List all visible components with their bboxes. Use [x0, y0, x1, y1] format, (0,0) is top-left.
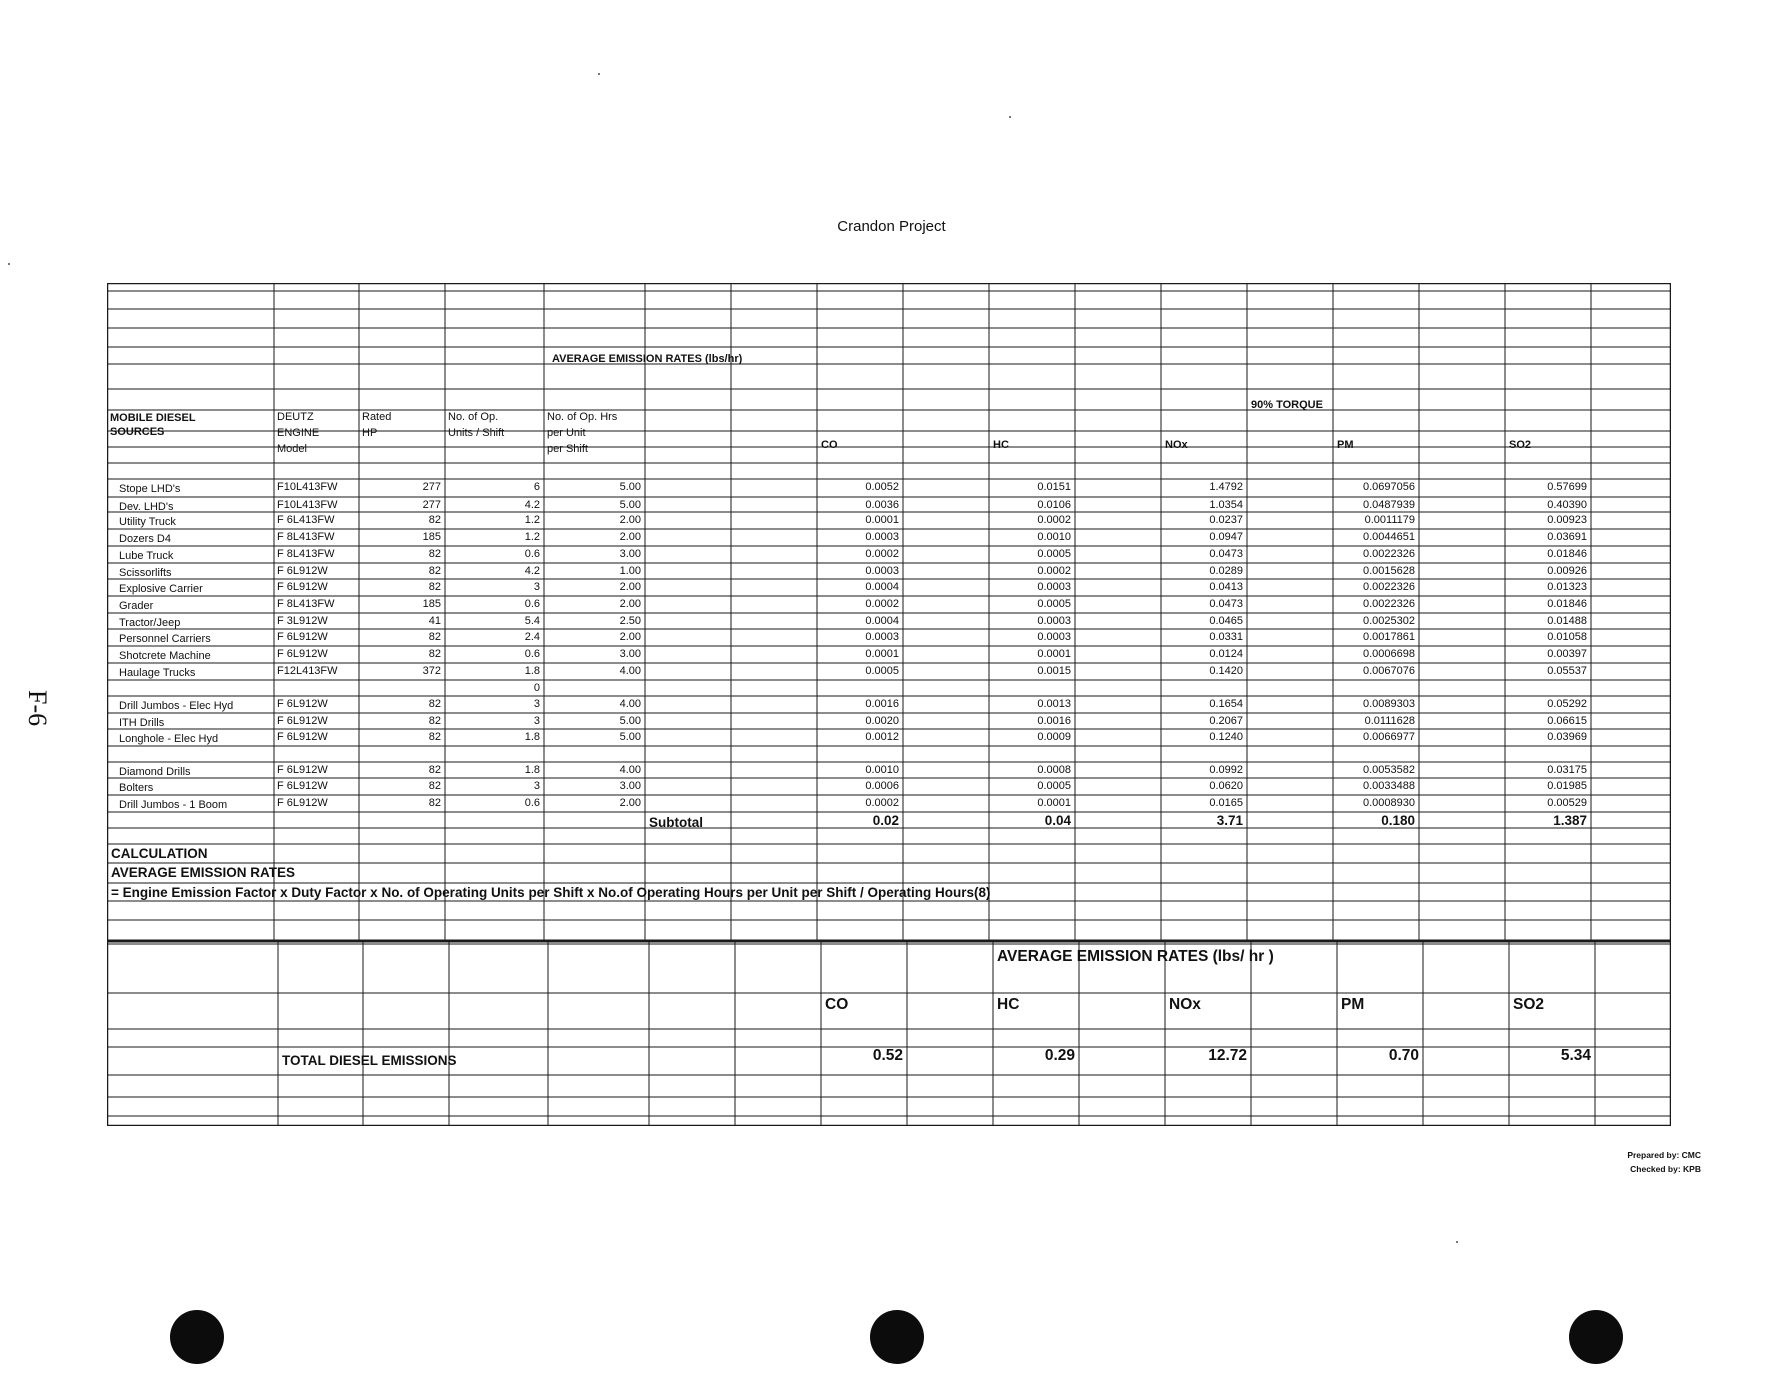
scan-speck [1456, 1241, 1458, 1243]
row-source: Lube Truck [119, 550, 174, 562]
row-so2: 0.01488 [1547, 615, 1587, 627]
row-source: Haulage Trucks [119, 667, 196, 679]
calculation-formula: = Engine Emission Factor x Duty Factor x No. of Operating Units per Shift x No.of Operating Hours per Unit per Shift / Operating Hours(8) [111, 885, 991, 900]
row-source: ITH Drills [119, 717, 165, 729]
row-nox: 0.1420 [1209, 665, 1243, 677]
row-source: Utility Truck [119, 516, 176, 528]
row-units: 4.2 [524, 499, 540, 511]
row-engine-model: F 8L413FW [277, 531, 335, 543]
subtotal-hc: 0.04 [1044, 813, 1071, 828]
row-units: 2.4 [524, 631, 540, 643]
row-engine-model: F 6L912W [277, 565, 328, 577]
header-hp: HP [362, 427, 378, 439]
row-units: 0.6 [524, 797, 540, 809]
row-pm: 0.0015628 [1363, 565, 1415, 577]
scan-speck [8, 263, 10, 265]
row-engine-model: F 8L413FW [277, 548, 335, 560]
row-so2: 0.01058 [1547, 631, 1587, 643]
row-hc: 0.0016 [1037, 715, 1071, 727]
totals-label: HC [997, 996, 1020, 1013]
row-co: 0.0020 [865, 715, 899, 727]
row-so2: 0.01985 [1547, 780, 1587, 792]
row-pm: 0.0022326 [1363, 548, 1415, 560]
row-rated-hp: 82 [428, 715, 441, 727]
row-engine-model: F 6L912W [277, 764, 328, 776]
header-pollutant: SO2 [1509, 439, 1532, 451]
row-rated-hp: 82 [428, 581, 441, 593]
row-pm: 0.0697056 [1363, 481, 1415, 493]
row-so2: 0.00397 [1547, 648, 1587, 660]
row-nox: 0.0620 [1209, 780, 1243, 792]
row-hours: 4.00 [619, 698, 641, 710]
row-co: 0.0003 [865, 631, 899, 643]
row-hours: 1.00 [619, 565, 641, 577]
row-hours: 2.00 [619, 631, 641, 643]
punch-hole-left [170, 1310, 224, 1364]
row-co: 0.0036 [865, 499, 899, 511]
row-units: 1.8 [524, 665, 540, 677]
row-nox: 0.2067 [1209, 715, 1243, 727]
row-so2: 0.01323 [1547, 581, 1587, 593]
row-hours: 2.00 [619, 598, 641, 610]
row-co: 0.0005 [865, 665, 899, 677]
row-pm: 0.0033488 [1363, 780, 1415, 792]
row-source: Bolters [119, 782, 154, 794]
totals-label: PM [1341, 996, 1365, 1013]
row-hours: 3.00 [619, 780, 641, 792]
row-so2: 0.01846 [1547, 598, 1587, 610]
row-hc: 0.0013 [1037, 698, 1071, 710]
row-pm: 0.0022326 [1363, 598, 1415, 610]
row-so2: 0.40390 [1547, 499, 1587, 511]
row-pm: 0.0487939 [1363, 499, 1415, 511]
total-nox: 12.72 [1208, 1047, 1247, 1064]
row-so2: 0.00923 [1547, 514, 1587, 526]
totals-label: SO2 [1513, 996, 1545, 1013]
row-co: 0.0001 [865, 648, 899, 660]
row-co: 0.0052 [865, 481, 899, 493]
row-so2: 0.01846 [1547, 548, 1587, 560]
row-hc: 0.0009 [1037, 731, 1071, 743]
row-units: 0.6 [524, 548, 540, 560]
row-hours: 5.00 [619, 731, 641, 743]
row-pm: 0.0089303 [1363, 698, 1415, 710]
row-rated-hp: 185 [422, 598, 441, 610]
row-pm: 0.0066977 [1363, 731, 1415, 743]
row-source: Dozers D4 [119, 533, 171, 545]
row-engine-model: F 6L912W [277, 631, 328, 643]
subtotal-label: Subtotal [649, 815, 703, 830]
row-rated-hp: 82 [428, 698, 441, 710]
row-nox: 0.0289 [1209, 565, 1243, 577]
calculation-title: CALCULATION [111, 846, 208, 861]
row-nox: 0.0331 [1209, 631, 1243, 643]
row-engine-model: F 6L912W [277, 715, 328, 727]
row-source: Dev. LHD's [119, 501, 174, 513]
page-number: F-6 [23, 690, 52, 727]
row-so2: 0.00529 [1547, 797, 1587, 809]
row-pm: 0.0017861 [1363, 631, 1415, 643]
row-co: 0.0002 [865, 548, 899, 560]
row-units: 1.2 [524, 531, 540, 543]
row-rated-hp: 372 [422, 665, 441, 677]
row-nox: 0.1240 [1209, 731, 1243, 743]
row-hours: 4.00 [619, 665, 641, 677]
row-hc: 0.0008 [1037, 764, 1071, 776]
row-units: 4.2 [524, 565, 540, 577]
totals-title: AVERAGE EMISSION RATES (lbs/ hr ) [997, 948, 1274, 965]
total-hc: 0.29 [1044, 1047, 1075, 1064]
row-units: 0 [533, 682, 540, 694]
row-nox: 0.0124 [1209, 648, 1243, 660]
row-source: Drill Jumbos - Elec Hyd [119, 700, 234, 712]
row-nox: 0.0165 [1209, 797, 1243, 809]
header-hours: No. of Op. Hrs [547, 411, 618, 423]
emissions-table [107, 283, 1671, 1126]
row-hours: 2.00 [619, 797, 641, 809]
header-units: Units / Shift [448, 427, 505, 439]
section-title: AVERAGE EMISSION RATES (lbs/hr) [552, 353, 743, 365]
row-so2: 0.05292 [1547, 698, 1587, 710]
row-hours: 5.00 [619, 715, 641, 727]
row-pm: 0.0053582 [1363, 764, 1415, 776]
row-source: Explosive Carrier [119, 583, 203, 595]
row-source: Grader [119, 600, 154, 612]
row-co: 0.0002 [865, 598, 899, 610]
row-co: 0.0016 [865, 698, 899, 710]
row-units: 3 [533, 780, 540, 792]
row-co: 0.0003 [865, 531, 899, 543]
row-hours: 5.00 [619, 499, 641, 511]
row-engine-model: F10L413FW [277, 499, 338, 511]
row-co: 0.0002 [865, 797, 899, 809]
row-rated-hp: 82 [428, 731, 441, 743]
row-rated-hp: 82 [428, 631, 441, 643]
row-so2: 0.57699 [1547, 481, 1587, 493]
row-pm: 0.0006698 [1363, 648, 1415, 660]
row-rated-hp: 82 [428, 797, 441, 809]
subtotal-so2: 1.387 [1553, 813, 1587, 828]
row-hc: 0.0002 [1037, 514, 1071, 526]
scan-speck [598, 73, 600, 75]
row-nox: 0.0237 [1209, 514, 1243, 526]
row-hours: 3.00 [619, 648, 641, 660]
header-hours: per Unit [547, 427, 586, 439]
header-hours: per Shift [547, 443, 588, 455]
row-co: 0.0004 [865, 581, 899, 593]
row-hours: 4.00 [619, 764, 641, 776]
row-source: Stope LHD's [119, 483, 181, 495]
row-engine-model: F 3L912W [277, 615, 328, 627]
row-engine-model: F 6L912W [277, 581, 328, 593]
row-so2: 0.05537 [1547, 665, 1587, 677]
row-nox: 0.0992 [1209, 764, 1243, 776]
row-hc: 0.0001 [1037, 648, 1071, 660]
row-nox: 0.0947 [1209, 531, 1243, 543]
prepared-by: Prepared by: CMC [1627, 1150, 1701, 1160]
header-pollutant: CO [821, 439, 838, 451]
row-hc: 0.0002 [1037, 565, 1071, 577]
row-co: 0.0003 [865, 565, 899, 577]
row-source: Longhole - Elec Hyd [119, 733, 219, 745]
row-pm: 0.0111628 [1364, 715, 1415, 727]
row-source: Shotcrete Machine [119, 650, 211, 662]
row-pm: 0.0044651 [1363, 531, 1415, 543]
row-units: 1.8 [524, 764, 540, 776]
row-engine-model: F 6L912W [277, 698, 328, 710]
row-engine-model: F 8L413FW [277, 598, 335, 610]
row-rated-hp: 277 [422, 481, 441, 493]
header-engine: ENGINE [277, 427, 320, 439]
total-pm: 0.70 [1388, 1047, 1419, 1064]
header-engine: Model [277, 443, 307, 455]
row-engine-model: F 6L912W [277, 648, 328, 660]
row-units: 3 [533, 715, 540, 727]
row-units: 0.6 [524, 598, 540, 610]
row-units: 1.2 [524, 514, 540, 526]
row-units: 1.8 [524, 731, 540, 743]
row-nox: 0.0473 [1209, 598, 1243, 610]
header-engine: DEUTZ [277, 411, 314, 423]
row-co: 0.0006 [865, 780, 899, 792]
row-units: 0.6 [524, 648, 540, 660]
row-rated-hp: 82 [428, 764, 441, 776]
row-pm: 0.0011179 [1364, 514, 1415, 526]
row-source: Scissorlifts [119, 567, 172, 579]
row-co: 0.0012 [865, 731, 899, 743]
row-units: 6 [533, 481, 540, 493]
row-nox: 0.1654 [1209, 698, 1243, 710]
row-hc: 0.0005 [1037, 780, 1071, 792]
row-rated-hp: 82 [428, 648, 441, 660]
row-hc: 0.0005 [1037, 548, 1071, 560]
row-pm: 0.0025302 [1363, 615, 1415, 627]
header-pollutant: HC [993, 439, 1009, 451]
row-so2: 0.00926 [1547, 565, 1587, 577]
totals-label: CO [825, 996, 849, 1013]
total-co: 0.52 [872, 1047, 903, 1064]
row-rated-hp: 82 [428, 548, 441, 560]
row-units: 3 [533, 698, 540, 710]
row-engine-model: F 6L912W [277, 731, 328, 743]
totals-label: NOx [1169, 996, 1201, 1013]
row-units: 5.4 [524, 615, 540, 627]
row-hc: 0.0003 [1037, 631, 1071, 643]
row-hc: 0.0003 [1037, 581, 1071, 593]
row-nox: 1.0354 [1209, 499, 1243, 511]
row-hc: 0.0001 [1037, 797, 1071, 809]
header-units: No. of Op. [448, 411, 499, 423]
checked-by: Checked by: KPB [1630, 1164, 1701, 1174]
row-rated-hp: 277 [422, 499, 441, 511]
row-nox: 0.0473 [1209, 548, 1243, 560]
row-hc: 0.0005 [1037, 598, 1071, 610]
row-engine-model: F 6L912W [277, 797, 328, 809]
row-rated-hp: 82 [428, 514, 441, 526]
row-so2: 0.03691 [1547, 531, 1587, 543]
row-hours: 2.00 [619, 514, 641, 526]
row-nox: 0.0465 [1209, 615, 1243, 627]
row-engine-model: F 6L912W [277, 780, 328, 792]
torque-label: 90% TORQUE [1251, 399, 1323, 411]
subtotal-pm: 0.180 [1381, 813, 1415, 828]
row-engine-model: F 6L413FW [277, 514, 335, 526]
row-so2: 0.03175 [1547, 764, 1587, 776]
row-hc: 0.0010 [1037, 531, 1071, 543]
header-hp: Rated [362, 411, 392, 423]
row-nox: 1.4792 [1209, 481, 1243, 493]
row-hours: 2.00 [619, 531, 641, 543]
row-hc: 0.0003 [1037, 615, 1071, 627]
total-diesel-label: TOTAL DIESEL EMISSIONS [282, 1053, 457, 1068]
credits [1627, 1148, 1701, 1176]
header-source: SOURCES [110, 426, 165, 438]
row-co: 0.0010 [865, 764, 899, 776]
row-so2: 0.03969 [1547, 731, 1587, 743]
row-pm: 0.0008930 [1363, 797, 1415, 809]
row-hc: 0.0151 [1037, 481, 1071, 493]
header-pollutant: NOx [1165, 439, 1188, 451]
row-source: Personnel Carriers [119, 633, 211, 645]
row-pm: 0.0022326 [1363, 581, 1415, 593]
row-source: Diamond Drills [119, 766, 191, 778]
row-hc: 0.0106 [1037, 499, 1071, 511]
row-engine-model: F10L413FW [277, 481, 338, 493]
row-co: 0.0004 [865, 615, 899, 627]
row-hours: 5.00 [619, 481, 641, 493]
row-hours: 2.00 [619, 581, 641, 593]
row-hours: 2.50 [619, 615, 641, 627]
calculation-subtitle: AVERAGE EMISSION RATES [111, 865, 296, 880]
scan-speck [1009, 116, 1011, 118]
row-hours: 3.00 [619, 548, 641, 560]
row-rated-hp: 185 [422, 531, 441, 543]
punch-hole-right [1569, 1310, 1623, 1364]
row-rated-hp: 82 [428, 780, 441, 792]
total-so2: 5.34 [1560, 1047, 1591, 1064]
document-title: Crandon Project [837, 218, 946, 235]
row-source: Tractor/Jeep [119, 617, 181, 629]
row-engine-model: F12L413FW [277, 665, 338, 677]
row-pm: 0.0067076 [1363, 665, 1415, 677]
row-hc: 0.0015 [1037, 665, 1071, 677]
header-pollutant: PM [1337, 439, 1354, 451]
punch-hole-center [870, 1310, 924, 1364]
row-rated-hp: 41 [428, 615, 441, 627]
row-co: 0.0001 [865, 514, 899, 526]
row-units: 3 [533, 581, 540, 593]
row-nox: 0.0413 [1209, 581, 1243, 593]
subtotal-nox: 3.71 [1216, 813, 1243, 828]
row-rated-hp: 82 [428, 565, 441, 577]
subtotal-co: 0.02 [872, 813, 899, 828]
header-source: MOBILE DIESEL [110, 412, 196, 424]
row-source: Drill Jumbos - 1 Boom [119, 799, 228, 811]
row-so2: 0.06615 [1547, 715, 1587, 727]
